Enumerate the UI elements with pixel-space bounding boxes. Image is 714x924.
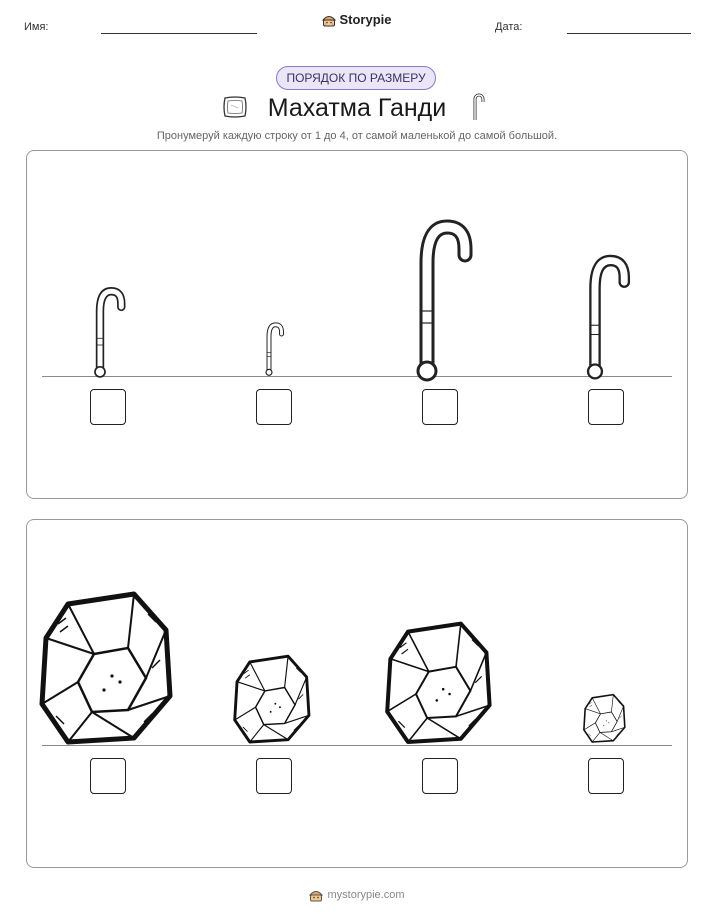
gem-4-number-box[interactable] <box>588 758 624 794</box>
footer <box>0 887 714 902</box>
page-title: Махатма Ганди <box>267 94 447 122</box>
date-label: Дата: <box>495 21 523 33</box>
gem-1-number-box[interactable] <box>90 758 126 794</box>
brand-name: Storypie <box>339 12 392 27</box>
gem-3-number-box[interactable] <box>422 758 458 794</box>
footer-site[interactable]: mystorypie.com <box>327 888 405 901</box>
gem-1 <box>42 594 170 742</box>
gem-2-number-box[interactable] <box>256 758 292 794</box>
activity-type-badge: ПОРЯДОК ПО РАЗМЕРУ <box>276 66 436 90</box>
gem-2 <box>235 656 309 742</box>
pie-mascot-icon <box>309 887 323 902</box>
instructions: Пронумеруй каждую строку от 1 до 4, от самой маленькой до самой большой. <box>156 130 558 142</box>
gem-3 <box>387 624 489 742</box>
gem-4 <box>584 695 625 742</box>
name-label: Имя: <box>24 21 49 33</box>
